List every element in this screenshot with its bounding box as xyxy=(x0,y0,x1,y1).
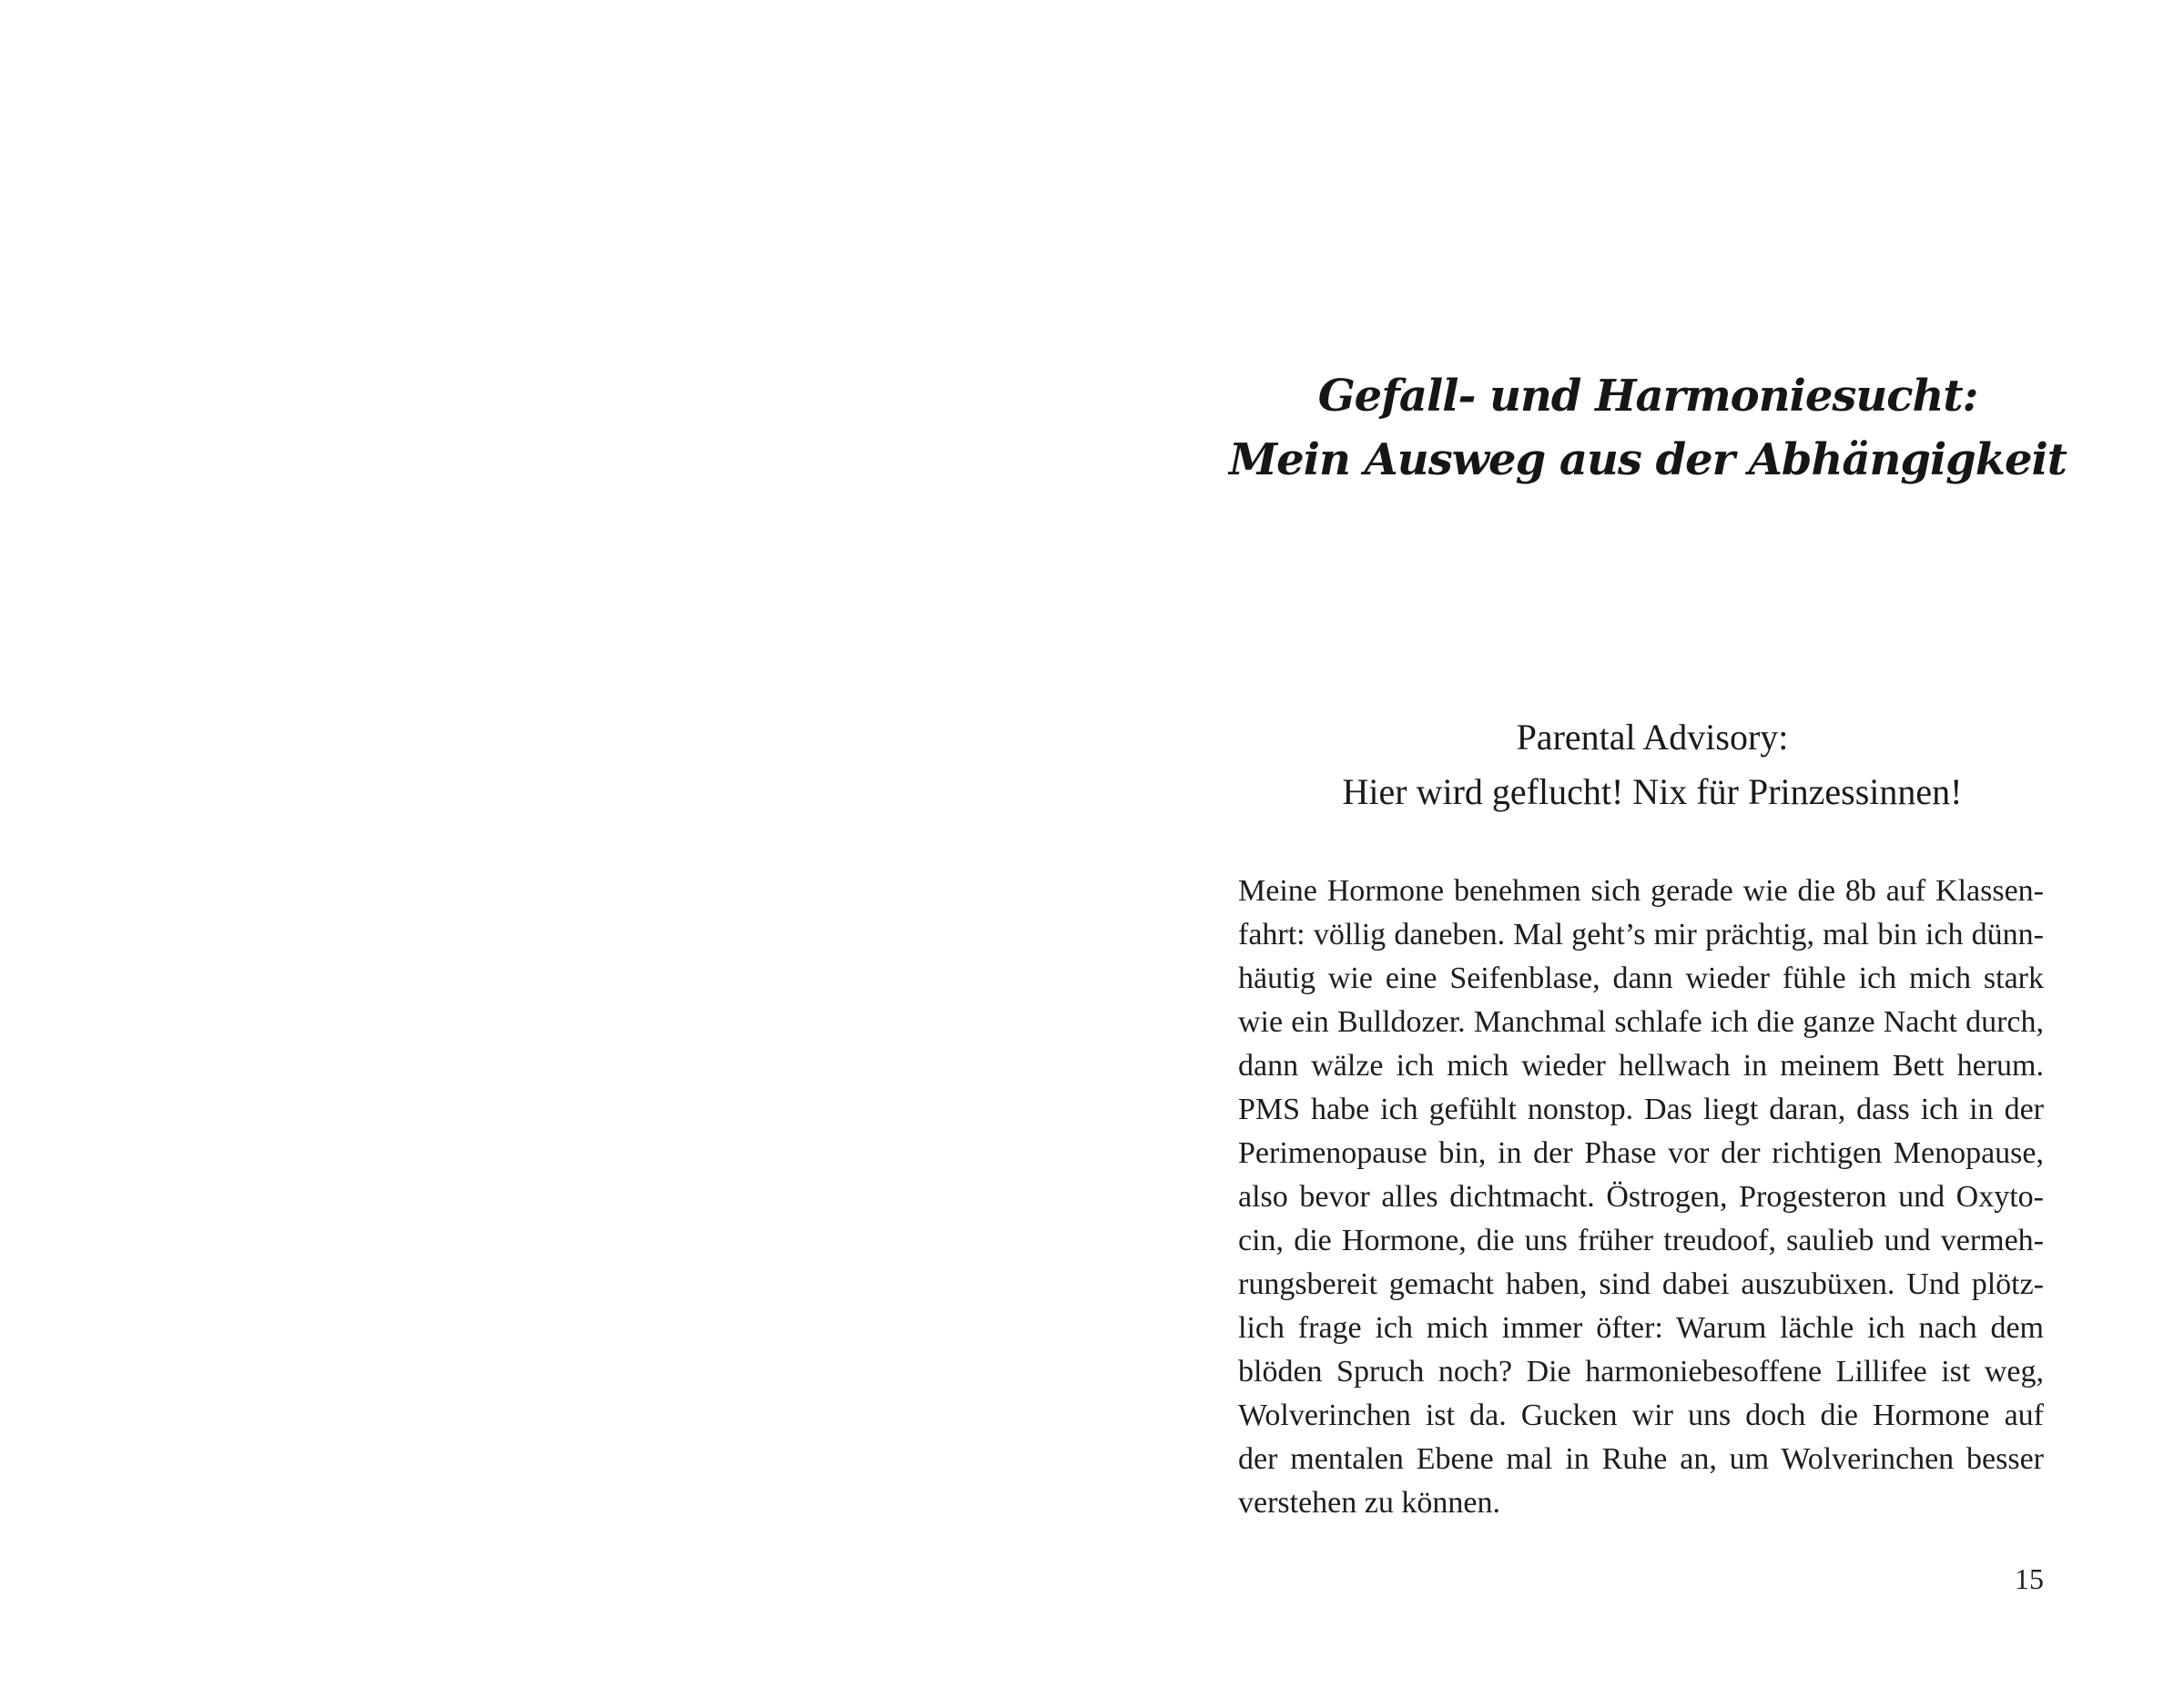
paragraph-line: lich frage ich mich immer öfter: Warum lächle ich nach dem xyxy=(1238,1311,2044,1345)
paragraph-line: verstehen zu können. xyxy=(1238,1486,1500,1520)
paragraph-line: der mentalen Ebene mal in Ruhe an, um Wolverinchen besser xyxy=(1238,1442,2044,1476)
paragraph-line: PMS habe ich gefühlt nonstop. Das liegt daran, dass ich in der xyxy=(1238,1093,2044,1126)
paragraph-line: dann wälze ich mich wieder hellwach in meinem Bett herum. xyxy=(1238,1049,2044,1083)
page-number: 15 xyxy=(2015,1562,2044,1595)
subtitle-line-2: Hier wird geflucht! Nix für Prinzessinnen! xyxy=(1342,771,1963,812)
paragraph-line: Perimenopause bin, in der Phase vor der richtigen Menopause, xyxy=(1238,1136,2044,1170)
body-paragraph xyxy=(1238,870,2044,1525)
paragraph-line: also bevor alles dichtmacht. Östrogen, Progesteron und Oxyto- xyxy=(1238,1180,2044,1214)
paragraph-line: Meine Hormone benehmen sich gerade wie die 8b auf Klassen- xyxy=(1238,874,2044,908)
paragraph-line: cin, die Hormone, die uns früher treudoof, saulieb und vermeh- xyxy=(1238,1224,2044,1257)
paragraph-line: rungsbereit gemacht haben, sind dabei auszubüxen. Und plötz- xyxy=(1238,1267,2044,1301)
paragraph-line: wie ein Bulldozer. Manchmal schlafe ich die ganze Nacht durch, xyxy=(1238,1005,2044,1039)
section-subtitle xyxy=(1211,710,2094,819)
chapter-title xyxy=(1202,364,2094,492)
chapter-title-line-2: Mein Ausweg aus der Abhängigkeit xyxy=(1229,434,2067,485)
paragraph-line: blöden Spruch noch? Die harmoniebesoffene Lillifee ist weg, xyxy=(1238,1355,2044,1389)
paragraph-line: fahrt: völlig daneben. Mal geht’s mir prächtig, mal bin ich dünn- xyxy=(1238,918,2044,951)
chapter-title-line-1: Gefall- und Harmoniesucht: xyxy=(1317,371,1978,422)
paragraph-line: Wolverinchen ist da. Gucken wir uns doch die Hormone auf xyxy=(1238,1399,2044,1432)
paragraph-line: häutig wie eine Seifenblase, dann wieder fühle ich mich stark xyxy=(1238,961,2044,995)
subtitle-line-1: Parental Advisory: xyxy=(1516,717,1789,758)
